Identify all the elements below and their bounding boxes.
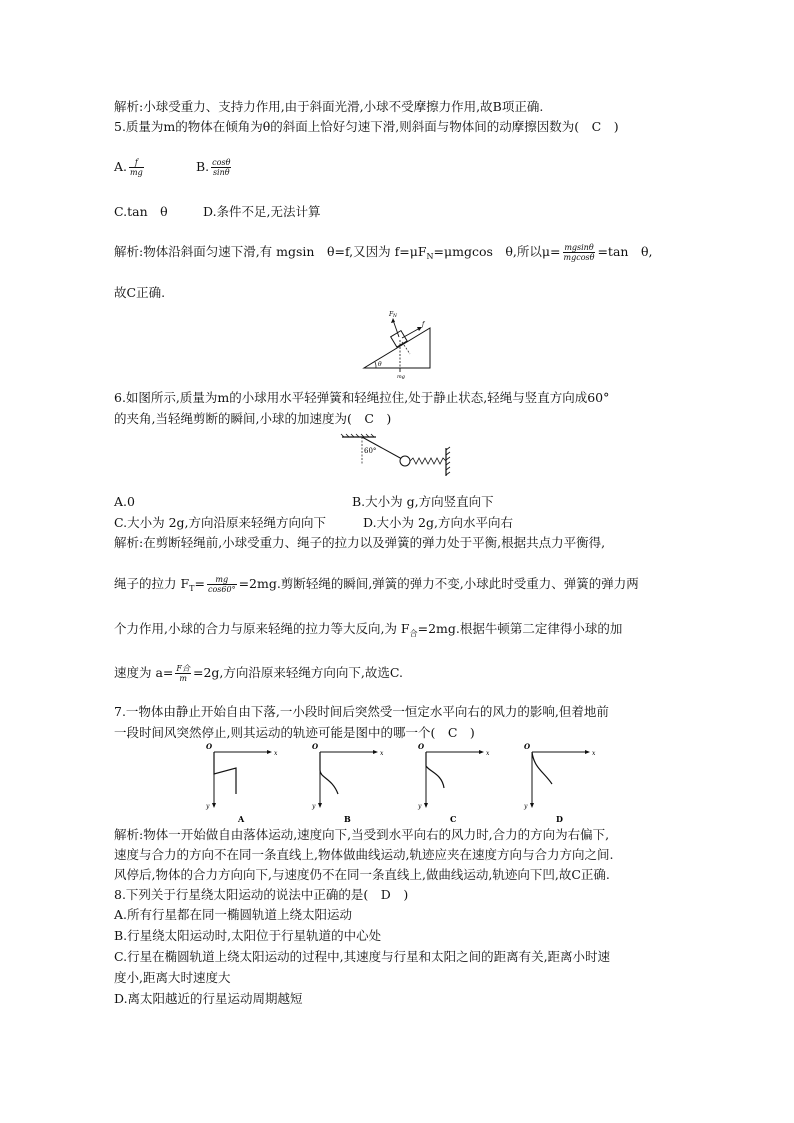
q6-option-d: D.大小为 2g,方向水平向右 xyxy=(363,515,513,530)
trajectory-curve xyxy=(320,752,338,794)
q5-option-a-fraction: $\frac{f}{mg}$ xyxy=(130,158,143,177)
q7-stem-line1: 7.一物体由静止开始自由下落,一小段时间后突然受一恒定水平向右的风力的影响,但着地前 xyxy=(114,704,609,719)
mg-label: mg xyxy=(397,374,405,380)
q8-option-b: B.行星绕太阳运动时,太阳位于行星轨道的中心处 xyxy=(114,928,382,943)
graph-d xyxy=(523,742,596,824)
x-axis-label: x xyxy=(380,750,384,757)
y-axis-label: y xyxy=(206,803,210,810)
q8-option-c-line2: 度小,距离大时速度大 xyxy=(114,970,231,985)
q8-option-d: D.离太阳越近的行星运动周期越短 xyxy=(114,991,303,1006)
q6-analysis-line3: 个力作用,小球的合力与原来轻绳的拉力等大反向,为 $F_合=2mg$.根据牛顿第二定律得小球的加 xyxy=(114,621,623,638)
q7-analysis-line1: 解析:物体一开始做自由落体运动,速度向下,当受到水平向右的风力时,合力的方向为右偏下, xyxy=(114,827,610,842)
graph-label: D xyxy=(556,814,563,824)
q4-analysis: 解析:小球受重力、支持力作用,由于斜面光滑,小球不受摩擦力作用,故B项正确. xyxy=(114,99,544,114)
trajectory-graphs xyxy=(200,738,596,824)
origin-label: O xyxy=(524,742,531,751)
graph-label: B xyxy=(344,814,351,824)
q6-option-a: A.0 xyxy=(114,494,135,509)
trajectory-curve xyxy=(426,752,444,788)
spring-ball-figure xyxy=(340,434,460,478)
x-axis-label: x xyxy=(274,750,278,757)
q5-analysis-fraction: $\frac{mgsin\theta}{mgcos\theta}$ xyxy=(563,243,595,262)
graph-label: C xyxy=(450,814,457,824)
theta-label: θ xyxy=(378,361,382,368)
q6-acceleration-fraction: $\frac{\text{F合}}{m}$ xyxy=(176,664,190,683)
graph-a xyxy=(205,742,278,824)
q6-tension-fraction: $\frac{mg}{\cos 60^\circ}$ xyxy=(207,575,236,594)
origin-label: O xyxy=(312,742,319,751)
fn-sub-label: N xyxy=(393,314,397,319)
q6-analysis-line4: 速度为 a= $\frac{\text{F合}}{m}$ =2g,方向沿原来轻绳方向向下,故选C. xyxy=(114,664,403,683)
friction-label: f xyxy=(422,321,425,328)
y-axis-label: y xyxy=(524,803,528,810)
q5-option-b: B. $\frac{\cos\theta}{\sin\theta}$ xyxy=(196,158,231,177)
x-axis-label: x xyxy=(592,750,596,757)
spring xyxy=(410,458,446,464)
q8-stem: 8.下列关于行星绕太阳运动的说法中正确的是( D ) xyxy=(114,887,409,902)
q6-option-c: C.大小为 2g,方向沿原来轻绳方向向下 xyxy=(114,515,326,530)
q6-stem-line2: 的夹角,当轻绳剪断的瞬间,小球的加速度为( C ) xyxy=(114,411,392,426)
origin-label: O xyxy=(418,742,425,751)
origin-label: O xyxy=(206,742,213,751)
y-axis-label: y xyxy=(418,803,422,810)
q5-option-c: C.tan θ xyxy=(114,204,168,219)
q7-analysis-line3: 风停后,物体的合力方向向下,与速度仍不在同一条直线上,做曲线运动,轨迹向下凹,故C正确. xyxy=(114,867,610,882)
q5-stem: 5.质量为m的物体在倾角为θ的斜面上恰好匀速下滑,则斜面与物体间的动摩擦因数为( C ) xyxy=(114,119,619,134)
q6-analysis-line1: 解析:在剪断轻绳前,小球受重力、绳子的拉力以及弹簧的弹力处于平衡,根据共点力平衡得, xyxy=(114,535,606,550)
q6-analysis-line2: 绳子的拉力 $F_T=$ $\frac{mg}{\cos 60^\circ}$ =2mg.剪断轻绳的瞬间,弹簧的弹力不变,小球此时受重力、弹簧的弹力两 xyxy=(114,575,639,594)
q6-stem-line1: 6.如图所示,质量为m的小球用水平轻弹簧和轻绳拉住,处于静止状态,轻绳与竖直方向成60° xyxy=(114,390,610,405)
graph-b xyxy=(311,742,384,824)
q6-option-b: B.大小为 g,方向竖直向下 xyxy=(352,494,494,509)
angle-label: 60° xyxy=(364,447,377,455)
q5-option-a: A. $\frac{f}{mg}$ xyxy=(114,158,143,177)
x-axis-label: x xyxy=(486,750,490,757)
graph-label: A xyxy=(238,814,245,824)
block-on-incline xyxy=(391,331,407,347)
q7-stem-line2: 一段时间风突然停止,则其运动的轨迹可能是图中的哪一个( C ) xyxy=(114,725,475,740)
q8-option-c-line1: C.行星在椭圆轨道上绕太阳运动的过程中,其速度与行星和太阳之间的距离有关,距离小时速 xyxy=(114,949,611,964)
q5-analysis-line2: 故C正确. xyxy=(114,285,166,300)
q5-analysis-line1: 解析:物体沿斜面匀速下滑,有 mgsin θ=f,又因为 $f=\mu F_N=\mu mgcos$ θ,所以μ= $\frac{mgsin\theta}{mgcos\theta}$ =tan θ, xyxy=(114,243,653,262)
q5-option-b-fraction: $\frac{\cos\theta}{\sin\theta}$ xyxy=(212,158,231,177)
graph-c xyxy=(417,742,490,824)
q7-analysis-line2: 速度与合力的方向不在同一条直线上,物体做曲线运动,轨迹应夹在速度方向与合力方向之间. xyxy=(114,847,614,862)
y-axis-label: y xyxy=(312,803,316,810)
q5-option-d: D.条件不足,无法计算 xyxy=(203,204,321,219)
q8-option-a: A.所有行星都在同一椭圆轨道上绕太阳运动 xyxy=(114,907,353,922)
fn-label: F xyxy=(389,311,394,318)
trajectory-curve xyxy=(214,752,236,794)
ball xyxy=(400,456,410,466)
trajectory-curve xyxy=(532,752,552,784)
incline-figure xyxy=(360,306,440,380)
